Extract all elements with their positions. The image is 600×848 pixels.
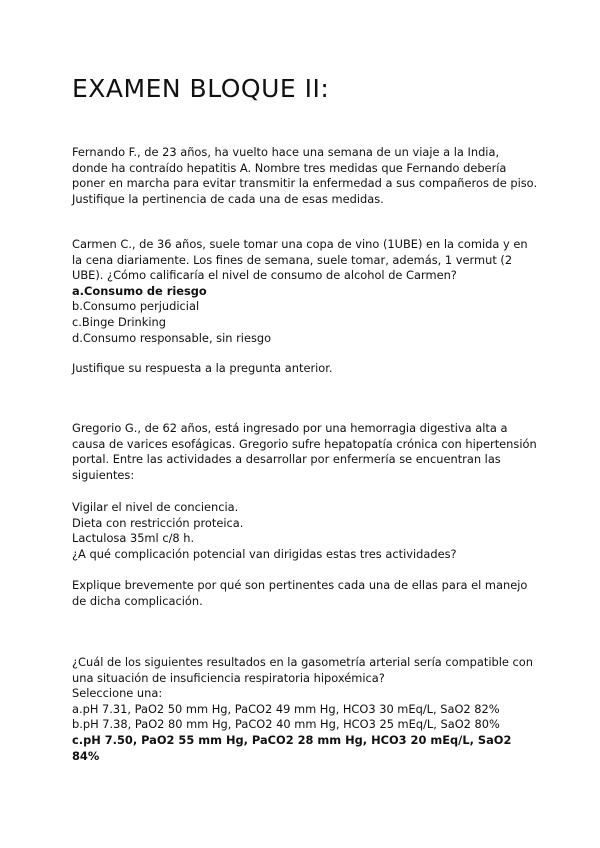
text-line: Explique brevemente por qué son pertinentes cada una de ellas para el manejo: [72, 578, 528, 592]
option-c-selected-continued: 84%: [72, 748, 100, 763]
text-line: una situación de insuficiencia respiratoria hipoxémica?: [72, 670, 385, 685]
option-c: c.Binge Drinking: [72, 314, 166, 329]
option-a-selected: a.Consumo de riesgo: [72, 283, 207, 298]
activity-item: Vigilar el nivel de conciencia.: [72, 500, 239, 514]
option-d: d.Consumo responsable, sin riesgo: [72, 330, 272, 345]
question-1: [72, 145, 542, 207]
question-2: [72, 237, 542, 346]
text-line: siguientes:: [72, 467, 135, 482]
question-3: [72, 421, 542, 483]
question-2-justify: [72, 361, 542, 377]
text-line: poner en marcha para evitar transmitir la enfermedad a sus compañeros de piso.: [72, 176, 538, 191]
question-text: ¿A qué complicación potencial van dirigidas estas tres actividades?: [72, 546, 457, 561]
text-line: Justifique la pertinencia de cada una de esas medidas.: [72, 191, 384, 206]
page-title: EXAMEN BLOQUE II:: [72, 74, 330, 103]
question-3-activities: [72, 500, 542, 562]
question-4: [72, 655, 542, 764]
text-line: UBE). ¿Cómo calificaría el nivel de consumo de alcohol de Carmen?: [72, 268, 457, 283]
option-b: b.Consumo perjudicial: [72, 299, 200, 314]
text-line: de dicha complicación.: [72, 593, 203, 608]
text-line: ¿Cuál de los siguientes resultados en la gasometría arterial sería compatible con: [72, 655, 533, 669]
text-line: causa de varices esofágicas. Gregorio sufre hepatopatía crónica con hipertensión: [72, 436, 537, 451]
option-a: a.pH 7.31, PaO2 50 mm Hg, PaCO2 49 mm Hg, HCO3 30 mEq/L, SaO2 82%: [72, 701, 500, 716]
text-line: donde ha contraído hepatitis A. Nombre tres medidas que Fernando debería: [72, 160, 507, 175]
text-line: Fernando F., de 23 años, ha vuelto hace una semana de un viaje a la India,: [72, 145, 500, 159]
text-line: la cena diariamente. Los fines de semana, suele tomar, además, 1 vermut (2: [72, 252, 513, 267]
text-line: Carmen C., de 36 años, suele tomar una copa de vino (1UBE) en la comida y en: [72, 237, 528, 251]
question-3-explain: [72, 578, 542, 609]
text-line: portal. Entre las actividades a desarrollar por enfermería se encuentran las: [72, 452, 501, 467]
option-b: b.pH 7.38, PaO2 80 mm Hg, PaCO2 40 mm Hg, HCO3 25 mEq/L, SaO2 80%: [72, 717, 500, 732]
activity-item: Lactulosa 35ml c/8 h.: [72, 531, 195, 546]
text-line: Justifique su respuesta a la pregunta anterior.: [72, 361, 333, 375]
option-c-selected: c.pH 7.50, PaO2 55 mm Hg, PaCO2 28 mm Hg, HCO3 20 mEq/L, SaO2: [72, 732, 512, 747]
activity-item: Dieta con restricción proteica.: [72, 515, 244, 530]
text-line: Seleccione una:: [72, 686, 163, 701]
text-line: Gregorio G., de 62 años, está ingresado por una hemorragia digestiva alta a: [72, 421, 508, 435]
